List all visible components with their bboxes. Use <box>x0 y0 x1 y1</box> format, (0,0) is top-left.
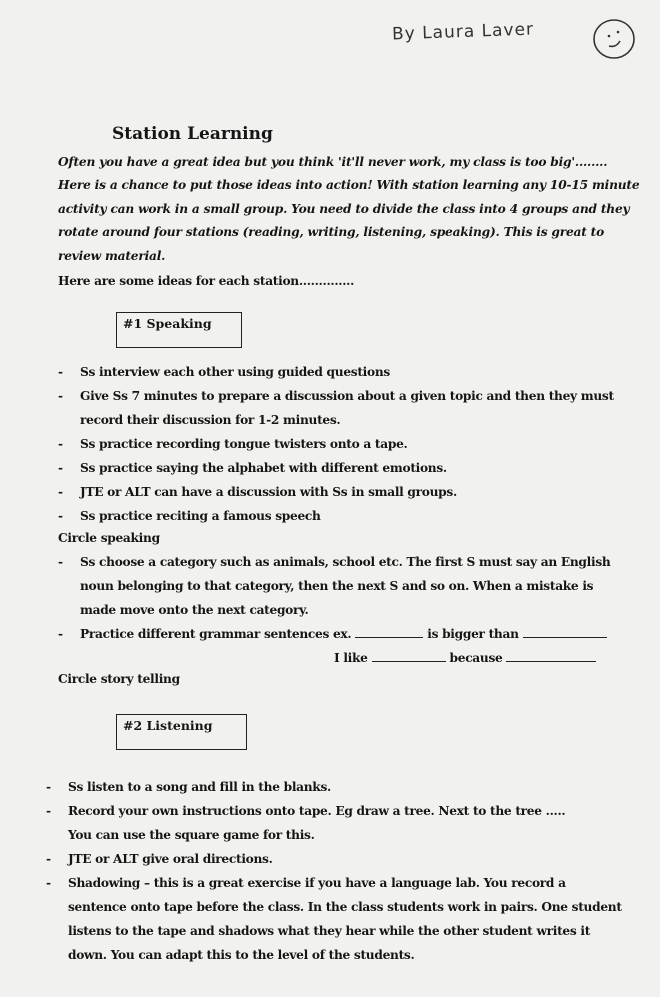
circle-speaking-heading: Circle speaking <box>58 531 160 545</box>
station2-label-box: #2 Listening <box>116 714 247 750</box>
ideas-line: Here are some ideas for each station.............. <box>58 274 355 288</box>
square-game-note: You can use the square game for this. <box>68 828 315 842</box>
list-item: - Record your own instructions onto tape. Eg draw a tree. Next to the tree ..... You can use the square game for this. <box>46 804 566 842</box>
list-item: - Ss interview each other using guided questions <box>58 365 390 379</box>
list-item: - JTE or ALT can have a discussion with Ss in small groups. <box>58 485 457 499</box>
list-item: - Ss practice reciting a famous speech <box>58 509 321 523</box>
list-item: - Practice different grammar sentences ex. is bigger than I like because <box>80 622 632 670</box>
intro-line: rotate around four stations (reading, writing, listening, speaking). This is great to <box>58 225 605 240</box>
station2-list <box>46 775 628 967</box>
circle-speaking-list <box>58 550 632 670</box>
list-item: - Ss choose a category such as animals, school etc. The first S must say an English noun belonging to that category, then the next S and so on. When a mistake is made move onto the next category. <box>58 555 611 617</box>
station1-list <box>58 360 632 528</box>
circle-story-heading: Circle story telling <box>58 672 180 686</box>
list-item: - Ss listen to a song and fill in the blanks. <box>46 780 331 794</box>
smiley-face-icon <box>590 15 638 63</box>
list-item: - Ss practice recording tongue twisters onto a tape. <box>58 437 408 451</box>
intro-line: review material. <box>58 248 166 263</box>
station1-label-box: #1 Speaking <box>116 312 242 348</box>
intro-line: Often you have a great idea but you think 'it'll never work, my class is too big'........ <box>58 155 608 169</box>
author-handwriting: By Laura Laver <box>391 19 535 45</box>
list-item: - JTE or ALT give oral directions. <box>46 852 273 866</box>
intro-line: activity can work in a small group. You need to divide the class into 4 groups and they <box>58 201 630 216</box>
intro-line: Here is a chance to put those ideas into action! With station learning any 10-15 minute <box>58 178 640 193</box>
list-item: - Shadowing – this is a great exercise if you have a language lab. You record a sentence onto tape before the class. In the class students work in pairs. One student listens to the tape and shadows what they hear while the other student writes it down. You can adapt this to the level of the students. <box>46 876 622 962</box>
intro-paragraph <box>58 151 640 268</box>
list-item: - Ss practice saying the alphabet with different emotions. <box>58 461 447 475</box>
list-item: - Give Ss 7 minutes to prepare a discussion about a given topic and then they must record their discussion for 1-2 minutes. <box>58 389 614 427</box>
page-title: Station Learning <box>112 124 273 144</box>
